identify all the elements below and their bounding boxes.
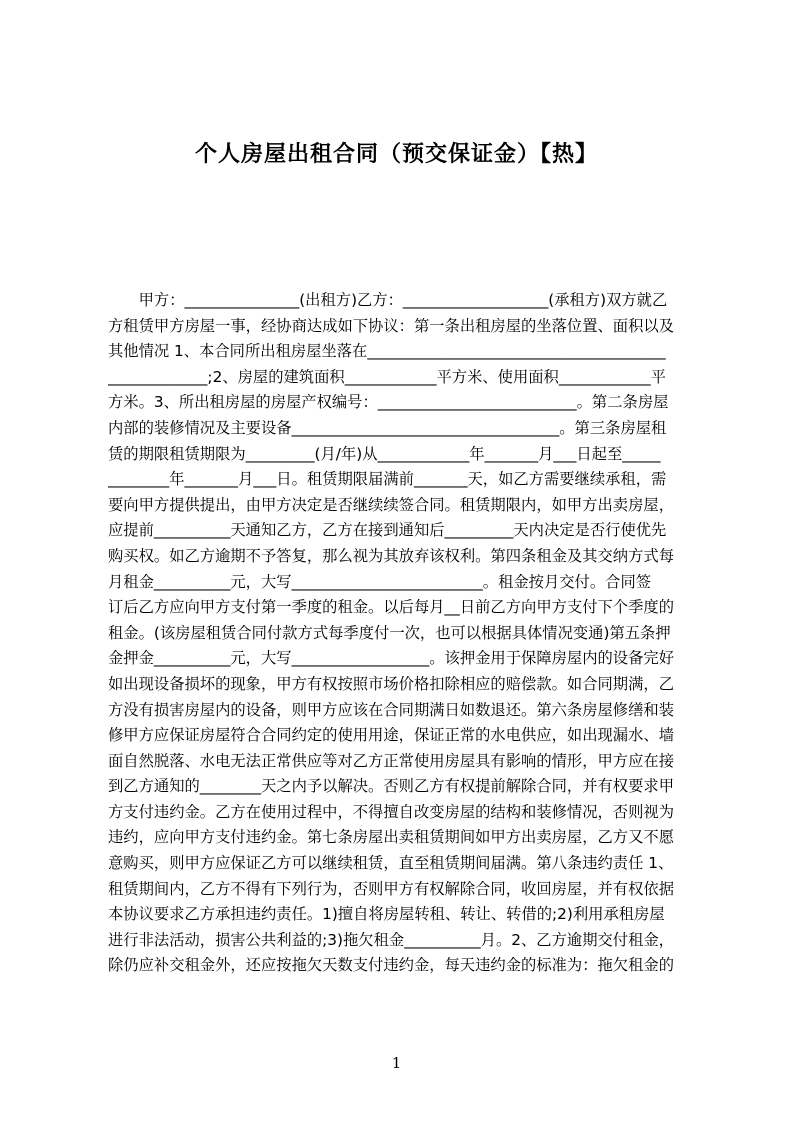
- body-line: 如出现设备损坏的现象，甲方有权按照市场价格扣除相应的赔偿款。如合同期满，乙: [108, 674, 674, 693]
- body-line: 甲方：_______________(出租方)乙方：___________________(承租方)双方就乙: [108, 291, 668, 309]
- body-line: 意购买，则甲方应保证乙方可以继续租赁，直至租赁期间届满。第八条违约责任 1、: [108, 854, 674, 873]
- body-line: 方租赁甲方房屋一事，经协商达成如下协议：第一条出租房屋的坐落位置、面积以及: [108, 316, 674, 335]
- body-line: ________年_______月___日。租赁期限届满前_______天，如乙方需要继续承租，需: [108, 470, 667, 489]
- body-line: 方米。3、所出租房屋的房屋产权编号：__________________________。第二条房屋: [108, 393, 669, 412]
- body-line: 订后乙方应向甲方支付第一季度的租金。以后每月__日前乙方向甲方支付下个季度的: [108, 598, 674, 617]
- document-title: 个人房屋出租合同（预交保证金）【热】: [194, 142, 598, 167]
- body-line: 租赁期间内，乙方不得有下列行为，否则甲方有权解除合同，收回房屋，并有权依据: [108, 879, 674, 898]
- body-line: 修甲方应保证房屋符合合同约定的使用用途，保证正常的水电供应，如出现漏水、墙: [108, 726, 674, 745]
- body-line: 赁的期限租赁期限为_________(月/年)从____________年_______月___日起至_____: [108, 444, 661, 463]
- body-line: _____________;2、房屋的建筑面积____________平方米、使用面积____________平: [108, 367, 666, 386]
- body-line: 方没有损害房屋内的设备，则甲方应该在合同期满日如数退还。第六条房屋修缮和装: [108, 700, 674, 719]
- body-line: 内部的装修情况及主要设备___________________________________。第三条房屋租: [108, 418, 667, 437]
- body-line: 应提前__________天通知乙方，乙方在接到通知后_________天内决定是否行使优先: [108, 521, 667, 540]
- body-line: 金押金__________元，大写__________________。该押金用于保障房屋内的设备完好: [108, 649, 674, 668]
- page-number: 1: [391, 1054, 402, 1072]
- body-line: 购买权。如乙方逾期不予答复，那么视为其放弃该权利。第四条租金及其交纳方式每: [108, 546, 674, 565]
- contract-body: [108, 288, 700, 979]
- body-line: 方支付违约金。乙方在使用过程中，不得擅自改变房屋的结构和装修情况，否则视为: [108, 802, 674, 821]
- body-line: 租金。(该房屋租赁合同付款方式每季度付一次，也可以根据具体情况变通)第五条押: [108, 623, 671, 642]
- body-line: 月租金__________元，大写_________________________。租金按月交付。合同签: [108, 572, 652, 591]
- body-line: 本协议要求乙方承担违约责任。1)擅自将房屋转租、转让、转借的;2)利用承租房屋: [108, 905, 665, 924]
- body-line: 其他情况 1、本合同所出租房屋坐落在_______________________________________: [108, 342, 666, 361]
- body-line: 到乙方通知的________天之内予以解决。否则乙方有权提前解除合同，并有权要求甲: [108, 777, 674, 796]
- body-line: 除仍应补交租金外，还应按拖欠天数支付违约金，每天违约金的标准为：拖欠租金的: [108, 956, 674, 975]
- body-line: 面自然脱落、水电无法正常供应等对乙方正常使用房屋具有影响的情形，甲方应在接: [108, 751, 674, 770]
- body-line: 进行非法活动，损害公共利益的;3)拖欠租金__________月。2、乙方逾期交付租金，: [108, 930, 674, 949]
- body-line: 违约，应向甲方支付违约金。第七条房屋出卖租赁期间如甲方出卖房屋，乙方又不愿: [108, 828, 674, 847]
- body-line: 要向甲方提供提出，由甲方决定是否继续续签合同。租赁期限内，如甲方出卖房屋，: [108, 495, 674, 514]
